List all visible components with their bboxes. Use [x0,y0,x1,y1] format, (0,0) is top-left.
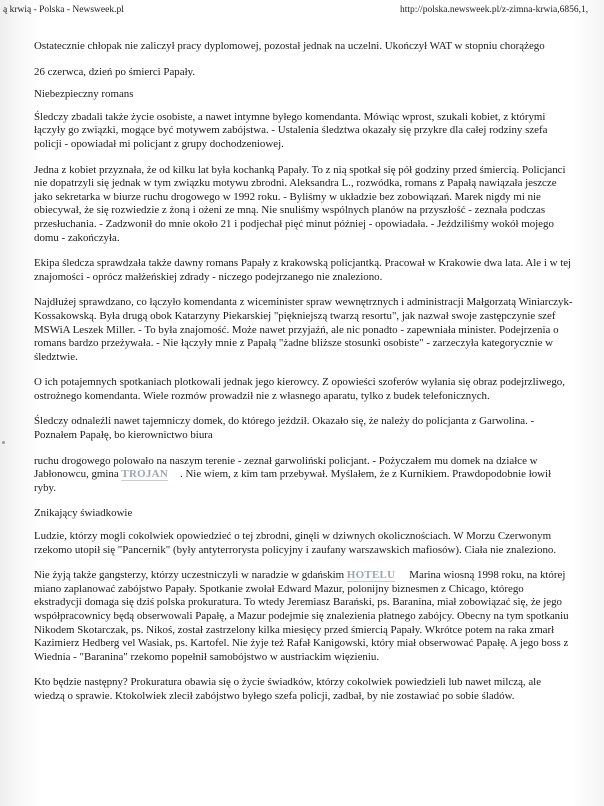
paragraph-10: Ludzie, którzy mogli cokolwiek opowiedzieć o tej zbrodni, ginęli w dziwnych okolicznościach. W Morzu Czerwonym rzekomo utopił się "Pancernik" (były antyterrorysta policyjny i zaufany warszawskich mafiosów). Ciała nie znaleziono. [34,530,557,556]
paragraph-8: Śledczy odnaleźli nawet tajemniczy domek, do którego jeździł. Okazało się, że należy do policjanta z Garwolina. - Poznałem Papałę, bo kierownictwo biura [34,415,535,442]
section-heading-romans: Niebezpieczny romans [34,88,134,101]
section-heading-swiadkowie: Znikający świadkowie [34,507,133,520]
paragraph-9-end: . Nie wiem, z kim tam przebywał. Myślałem, że z Kurnikiem. Prawdopodobnie łowił ryby. [34,468,552,494]
paragraph-4: Jedna z kobiet przyznała, że od kilku lat była kochanką Papały. To z nią spotkał się pół godziny przed śmiercią. Policjanci nie dopatrzyli się jednak w tym związku motywu zbrodni. Aleksandra L., rozwódka, romans z Papałą nawiązała jeszcze jako sekretarka w biurze ruchu drogowego w 1992 roku. - Byliśmy w układzie bez zobowiązań. Marek nigdy mi nie obiecywał, że się rozwiedzie z żoną i ożeni ze mną. Nie snuliśmy wspólnych planów na przyszłość - zeznała podczas przesłuchania. - Zadzwonił do mnie około 21 i podjechał pięć minut później - opowiadała. - Jeździliśmy wokół mojego domu - zakończyła. [34,163,566,244]
scan-speck [2,441,5,444]
article-body [34,40,574,716]
trojan-link[interactable]: TROJAN [121,468,168,481]
paragraph-6: Najdłużej sprawdzano, co łączyło komendanta z wiceminister spraw wewnętrznych i administracji Małgorzatą Winiarczyk-Kossakowską. Była drugą obok Katarzyny Piekarskiej "piękniejszą twarzą resortu", jak nazwał swoje zastępczynie szef MSWiA Leszek Miller. - To była znajomość. Może nawet przyjaźń, ale nic ponadto - zapewniała minister. Podejrzenia o romans bardzo przeżywała. - Nie łączyły mnie z Papałą "żadne bliższe stosunki osobiste" - zarzeczyła kategorycznie w śledztwie. [34,296,573,363]
paragraph-5: Ekipa śledcza sprawdzała także dawny romans Papały z krakowską policjantką. Pracował w Krakowie dwa lata. Ale i w tej znajomości - oprócz małżeńskiej zdrady - niczego podejrzanego nie znaleziono. [34,257,572,283]
paragraph-2: 26 czerwca, dzień po śmierci Papały. [34,65,196,78]
print-header [0,2,604,18]
header-url: http://polska.newsweek.pl/z-zimna-krwia,6856,1, [400,5,589,15]
paragraph-9-start: ruchu drogowego polowało na naszym terenie - zeznał garwoliński policjant. - Pożyczałem mu domek na działce w Jabłonowcu, gmina [34,454,538,481]
header-page-title: ą krwią - Polska - Newsweek.pl [3,5,124,15]
paragraph-12: Kto będzie następny? Prokuratura obawia się o życie świadków, którzy cokolwiek powiedzieli lub nawet milczą, ale wiedzą o sprawie. Ktokolwiek zlecił zabójstwo byłego szefa policji, zadbał, by nie zostawiać po sobie śladów. [34,676,542,702]
paragraph-11 [34,569,574,664]
paragraph-7: O ich potajemnych spotkaniach plotkowali jednak jego kierowcy. Z opowieści szoferów wyłania się obraz podejrzliwego, ostrożnego komendanta. Wiele rozmów prowadził nie z własnego aparatu, tylko z budek telefonicznych. [34,376,565,402]
paragraph-11-end: Marina wiosną 1998 roku, na której miano zaplanować zabójstwo Papały. Spotkanie zwołał Edward Mazur, polonijny biznesmen z Chicago, którego ekstradycji domaga się dziś polska prokuratura. To wtedy Jeremiasz Barański, ps. Baranina, miał zobowiązać się, że jego współpracownicy będą obserwowali Papałę, a Mazur podejmie się znalezienia płatnego zabójcy. Obecny na tym spotkaniu Nikodem Skotarczak, ps. Nikoś, został zastrzelony kilka miesięcy przed śmiercią Papały. Wkrótce potem na raka zmarł Kazimierz Hedberg vel Wasiak, ps. Kartofel. Nie żyje też Rafał Kanigowski, który miał obserwować Papałę. A jego boss z Wiednia - "Baranina" rzekomo popełnił samobójstwo w austriackim więzieniu. [34,569,569,663]
paragraph-11-start: Nie żyją także gangsterzy, którzy uczestniczyli w naradzie w gdańskim [34,569,347,582]
hotelu-link[interactable]: HOTELU [346,569,396,582]
paragraph-3: Śledczy zbadali także życie osobiste, a nawet intymne byłego komendanta. Mówiąc wprost, szukali kobiet, z którymi łączyły go związki, mogące być motywem zabójstwa. - Ustalenia śledztwa okazały się przykre dla całej rodziny szefa policji - opowiadał mi policjant z grupy dochodzeniowej. [34,110,548,150]
paragraph-1: Ostatecznie chłopak nie zaliczył pracy dyplomowej, pozostał jednak na uczelni. Ukończył WAT w stopniu chorążego [34,40,545,52]
paragraph-9 [34,455,574,496]
